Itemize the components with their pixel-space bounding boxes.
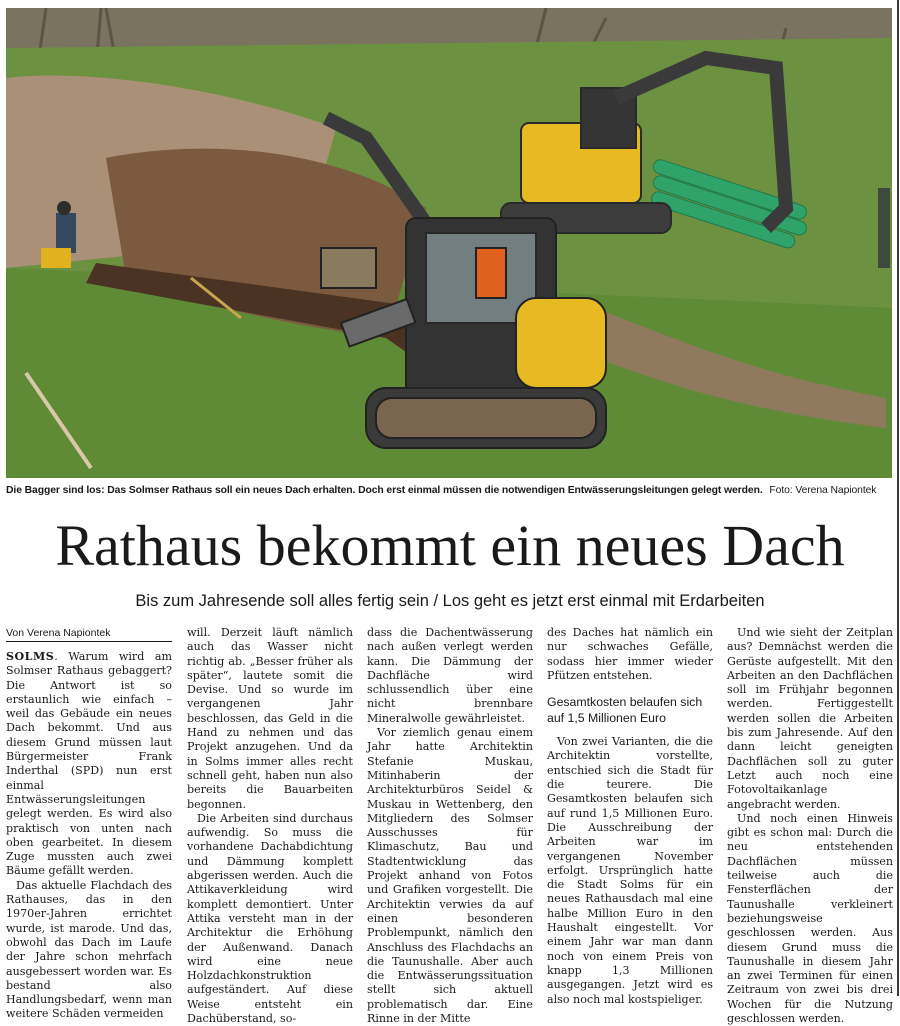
page-edge-rule	[897, 0, 899, 996]
article-column-2	[187, 626, 353, 1026]
article-photo	[6, 8, 892, 478]
photo-caption	[6, 484, 892, 498]
paragraph: dass die Dachentwässerung nach außen verlegt werden kann. Die Dämmung der Dachfläche wird schlussendlich über eine nicht brennbare Mineralwolle gewährleistet.	[367, 626, 533, 725]
paragraph: Und noch einen Hinweis gibt es schon mal: Durch die neu entstehenden Dachflächen müssen teilweise auch die Fensterflächen der Taunushalle verkleinert beziehungsweise geschlossen werden. Aus diesem Grund muss die Taunushalle in diesem Jahr an zwei Terminen für einen Zeitraum von zwei bis drei Wochen für die Nutzung geschlossen werden.	[727, 811, 893, 1026]
paragraph: des Daches hat nämlich ein nur schwaches Gefälle, sodass hier immer wieder Pfützen entstehen.	[547, 626, 713, 682]
dateline: SOLMS	[6, 650, 55, 663]
paragraph-text: . Warum wird am Solmser Rathaus gebaggert? Die Antwort ist so erstaunlich wie einfach – weil das Gebäude ein neues Dach bekommt. Und aus diesem Grund müssen laut Bürgermeister Frank Inderthal (SPD) nun erst einmal Entwässerungsleitungen gelegt werden. Es wird also praktisch von unten nach oben gearbeitet. In diesem Zuge mussten auch zwei Bäume gefällt werden.	[6, 650, 172, 878]
caption-text: Die Bagger sind los: Das Solmser Rathaus soll ein neues Dach erhalten. Doch erst einmal müssen die notwendigen Entwässerungsleitungen gelegt werden.	[6, 485, 763, 496]
article-column-5	[727, 626, 893, 1026]
paragraph: Von zwei Varianten, die die Architektin vorstellte, entschied sich die Stadt für die teurere. Die Gesamtkosten belaufen sich auf rund 1,5 Millionen Euro. Die Ausschreibung der Arbeiten war im vergangenen November erfolgt. Ursprünglich hatte die Stadt Solms für ein neues Rathausdach mal eine halbe Million Euro in den Haushalt eingestellt. Vor einem Jahr war man dann noch von einem Preis von knapp 1,3 Millionen ausgegangen. Jetzt wird es also noch mal kostspieliger.	[547, 735, 713, 1006]
crosshead: Gesamtkosten belaufen sich auf 1,5 Millionen Euro	[547, 695, 703, 726]
excavator-scene-illustration	[6, 8, 892, 478]
byline: Von Verena Napiontek	[6, 626, 172, 642]
article-column-3	[367, 626, 533, 1026]
paragraph: Die Arbeiten sind durchaus aufwendig. So muss die vorhandene Dachabdichtung und Dämmung komplett abgerissen werden. Auch die Attikaverkleidung wird komplett demontiert. Unter Attika versteht man in der Architektur die Erhöhung der Außenwand. Danach wird eine neue Holzdachkonstruktion aufgeständert. Auf diese Weise entsteht ein Dachüberstand, so-	[187, 811, 353, 1026]
subheadline: Bis zum Jahresende soll alles fertig sein / Los geht es jetzt erst einmal mit Erdarbeiten	[135, 592, 765, 610]
photo-credit: Foto: Verena Napiontek	[769, 485, 877, 496]
paragraph: will. Derzeit läuft nämlich auch das Wasser nicht richtig ab. „Besser früher als später“, lautete somit die Devise. Und so wurde im vergangenen Jahr beschlossen, das Geld in die Hand zu nehmen und das Projekt anzugehen. Und da in Solms immer alles recht schnell geht, haben nun also bereits die Bauarbeiten begonnen.	[187, 626, 353, 811]
paragraph: Vor ziemlich genau einem Jahr hatte Architektin Stefanie Muskau, Mitinhaberin der Architekturbüros Seidel & Muskau in Wettenberg, den Mitgliedern des Solmser Ausschusses für Klimaschutz, Bau und Stadtentwicklung das Projekt anhand von Fotos und Grafiken vorgestellt. Die Architektin verwies da auf einen besonderen Problempunkt, nämlich den Anschluss des Flachdachs an die Taunushalle. Aber auch die Entwässerungssituation stellt sich aktuell problematisch dar. Eine Rinne in der Mitte	[367, 726, 533, 1026]
article-column-4	[547, 626, 713, 1007]
headline: Rathaus bekommt ein neues Dach	[55, 513, 845, 578]
paragraph	[6, 650, 172, 879]
article-column-1	[6, 626, 172, 1022]
paragraph: Das aktuelle Flachdach des Rathauses, das in den 1970er-Jahren errichtet wurde, ist marode. Und das, obwohl das Dach im Laufe der Jahre schon mehrfach ausgebessert worden war. Es bestand also Handlungsbedarf, wenn man weitere Schäden vermeiden	[6, 878, 172, 1021]
paragraph: Und wie sieht der Zeitplan aus? Demnächst werden die Gerüste aufgestellt. Mit den Arbeiten an den Dachflächen soll im Frühjahr begonnen werden. Fertiggestellt werden sollen die Arbeiten bis zum Jahresende. Auf den dann leicht geneigten Dachflächen soll zu guter Letzt auch noch eine Fotovoltaikanlage angebracht werden.	[727, 626, 893, 811]
